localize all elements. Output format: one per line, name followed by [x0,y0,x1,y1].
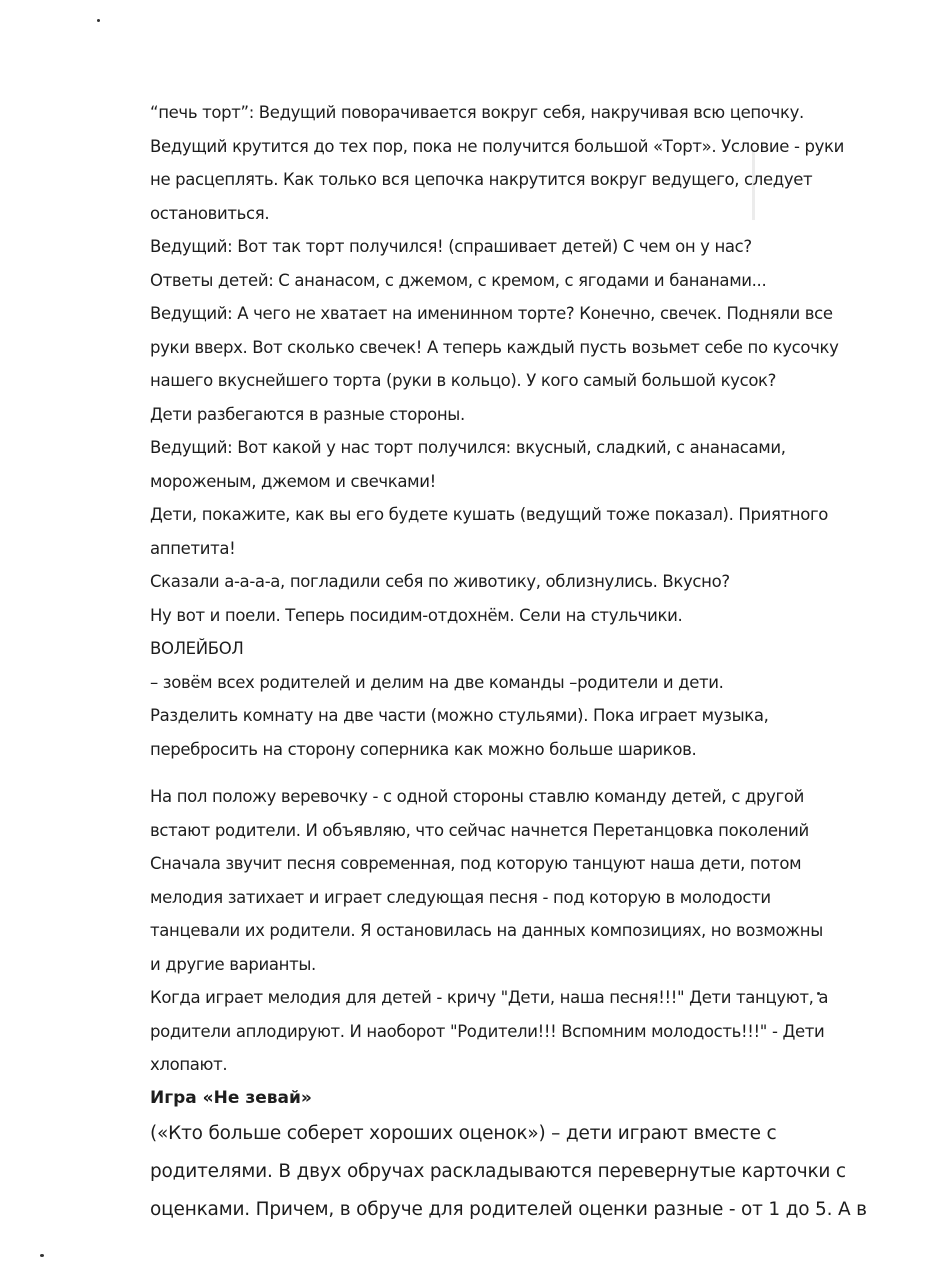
scan-speck [97,19,100,22]
text-line: Сначала звучит песня современная, под которую танцуют наша дети, потом [150,854,802,873]
text-line: хлопают. [150,1055,228,1074]
text-line: Ну вот и поели. Теперь посидим-отдохнём. Сели на стульчики. [150,605,683,625]
text-line: и другие варианты. [150,954,316,974]
text-line: Ведущий: А чего не хватает на именинном торте? Конечно, свечек. Подняли все [150,304,833,323]
text-line: Ведущий: Вот какой у нас торт получился: вкусный, сладкий, с ананасами, [150,438,786,457]
text-line: («Кто больше соберет хороших оценок») – дети играют вместе с [150,1122,777,1144]
section-title-volleyball: ВОЛЕЙБОЛ [150,639,244,658]
text-line: Дети, покажите, как вы его будете кушать (ведущий тоже показал). Приятного [150,505,829,524]
document-body [150,96,870,1229]
text-line: оценками. Причем, в обруче для родителей оценки разные - от 1 до 5. А в [150,1198,867,1220]
text-line: Ведущий крутится до тех пор, пока не получится большой «Торт». Условие - руки [150,136,844,156]
text-line: не расцеплять. Как только вся цепочка накрутится вокруг ведущего, следует [150,170,813,189]
text-line: руки вверх. Вот сколько свечек! А теперь каждый пусть возьмет себе по кусочку [150,337,839,357]
text-line: Сказали а-а-а-а, погладили себя по животику, облизнулись. Вкусно? [150,572,730,591]
text-line: На пол положу веревочку - с одной стороны ставлю команду детей, с другой [150,787,804,806]
text-line: аппетита! [150,538,236,558]
text-line: Дети разбегаются в разные стороны. [150,404,465,424]
text-line: родители аплодируют. И наоборот "Родители!!! Вспомним молодость!!!" - Дети [150,1021,825,1041]
scan-speck [40,1254,44,1257]
text-line: танцевали их родители. Я остановилась на данных композициях, но возможны [150,921,823,940]
text-line: Ведущий: Вот так торт получился! (спрашивает детей) С чем он у нас? [150,237,752,256]
text-line: “печь торт”: Ведущий поворачивается вокруг себя, накручивая всю цепочку. [150,103,804,122]
text-line: мороженым, джемом и свечками! [150,471,436,491]
text-line: – зовём всех родителей и делим на две команды –родители и дети. [150,672,724,692]
text-line: перебросить на сторону соперника как можно больше шариков. [150,739,697,759]
text-line: встают родители. И объявляю, что сейчас начнется Перетанцовка поколений [150,820,809,840]
text-line: Разделить комнату на две части (можно стульями). Пока играет музыка, [150,706,769,725]
game-heading: Игра «Не зевай» [150,1087,312,1108]
text-line: родителями. В двух обручах раскладываются перевернутые карточки с [150,1160,846,1182]
text-line: Ответы детей: С ананасом, с джемом, с кремом, с ягодами и бананами... [150,270,767,290]
text-line: Когда играет мелодия для детей - кричу "Дети, наша песня!!!" Дети танцуют, а [150,988,829,1007]
text-line: остановиться. [150,203,270,223]
paragraph-gap [150,766,870,780]
text-line: нашего вкуснейшего торта (руки в кольцо). У кого самый большой кусок? [150,371,777,390]
text-line: мелодия затихает и играет следующая песня - под которую в молодости [150,887,771,907]
